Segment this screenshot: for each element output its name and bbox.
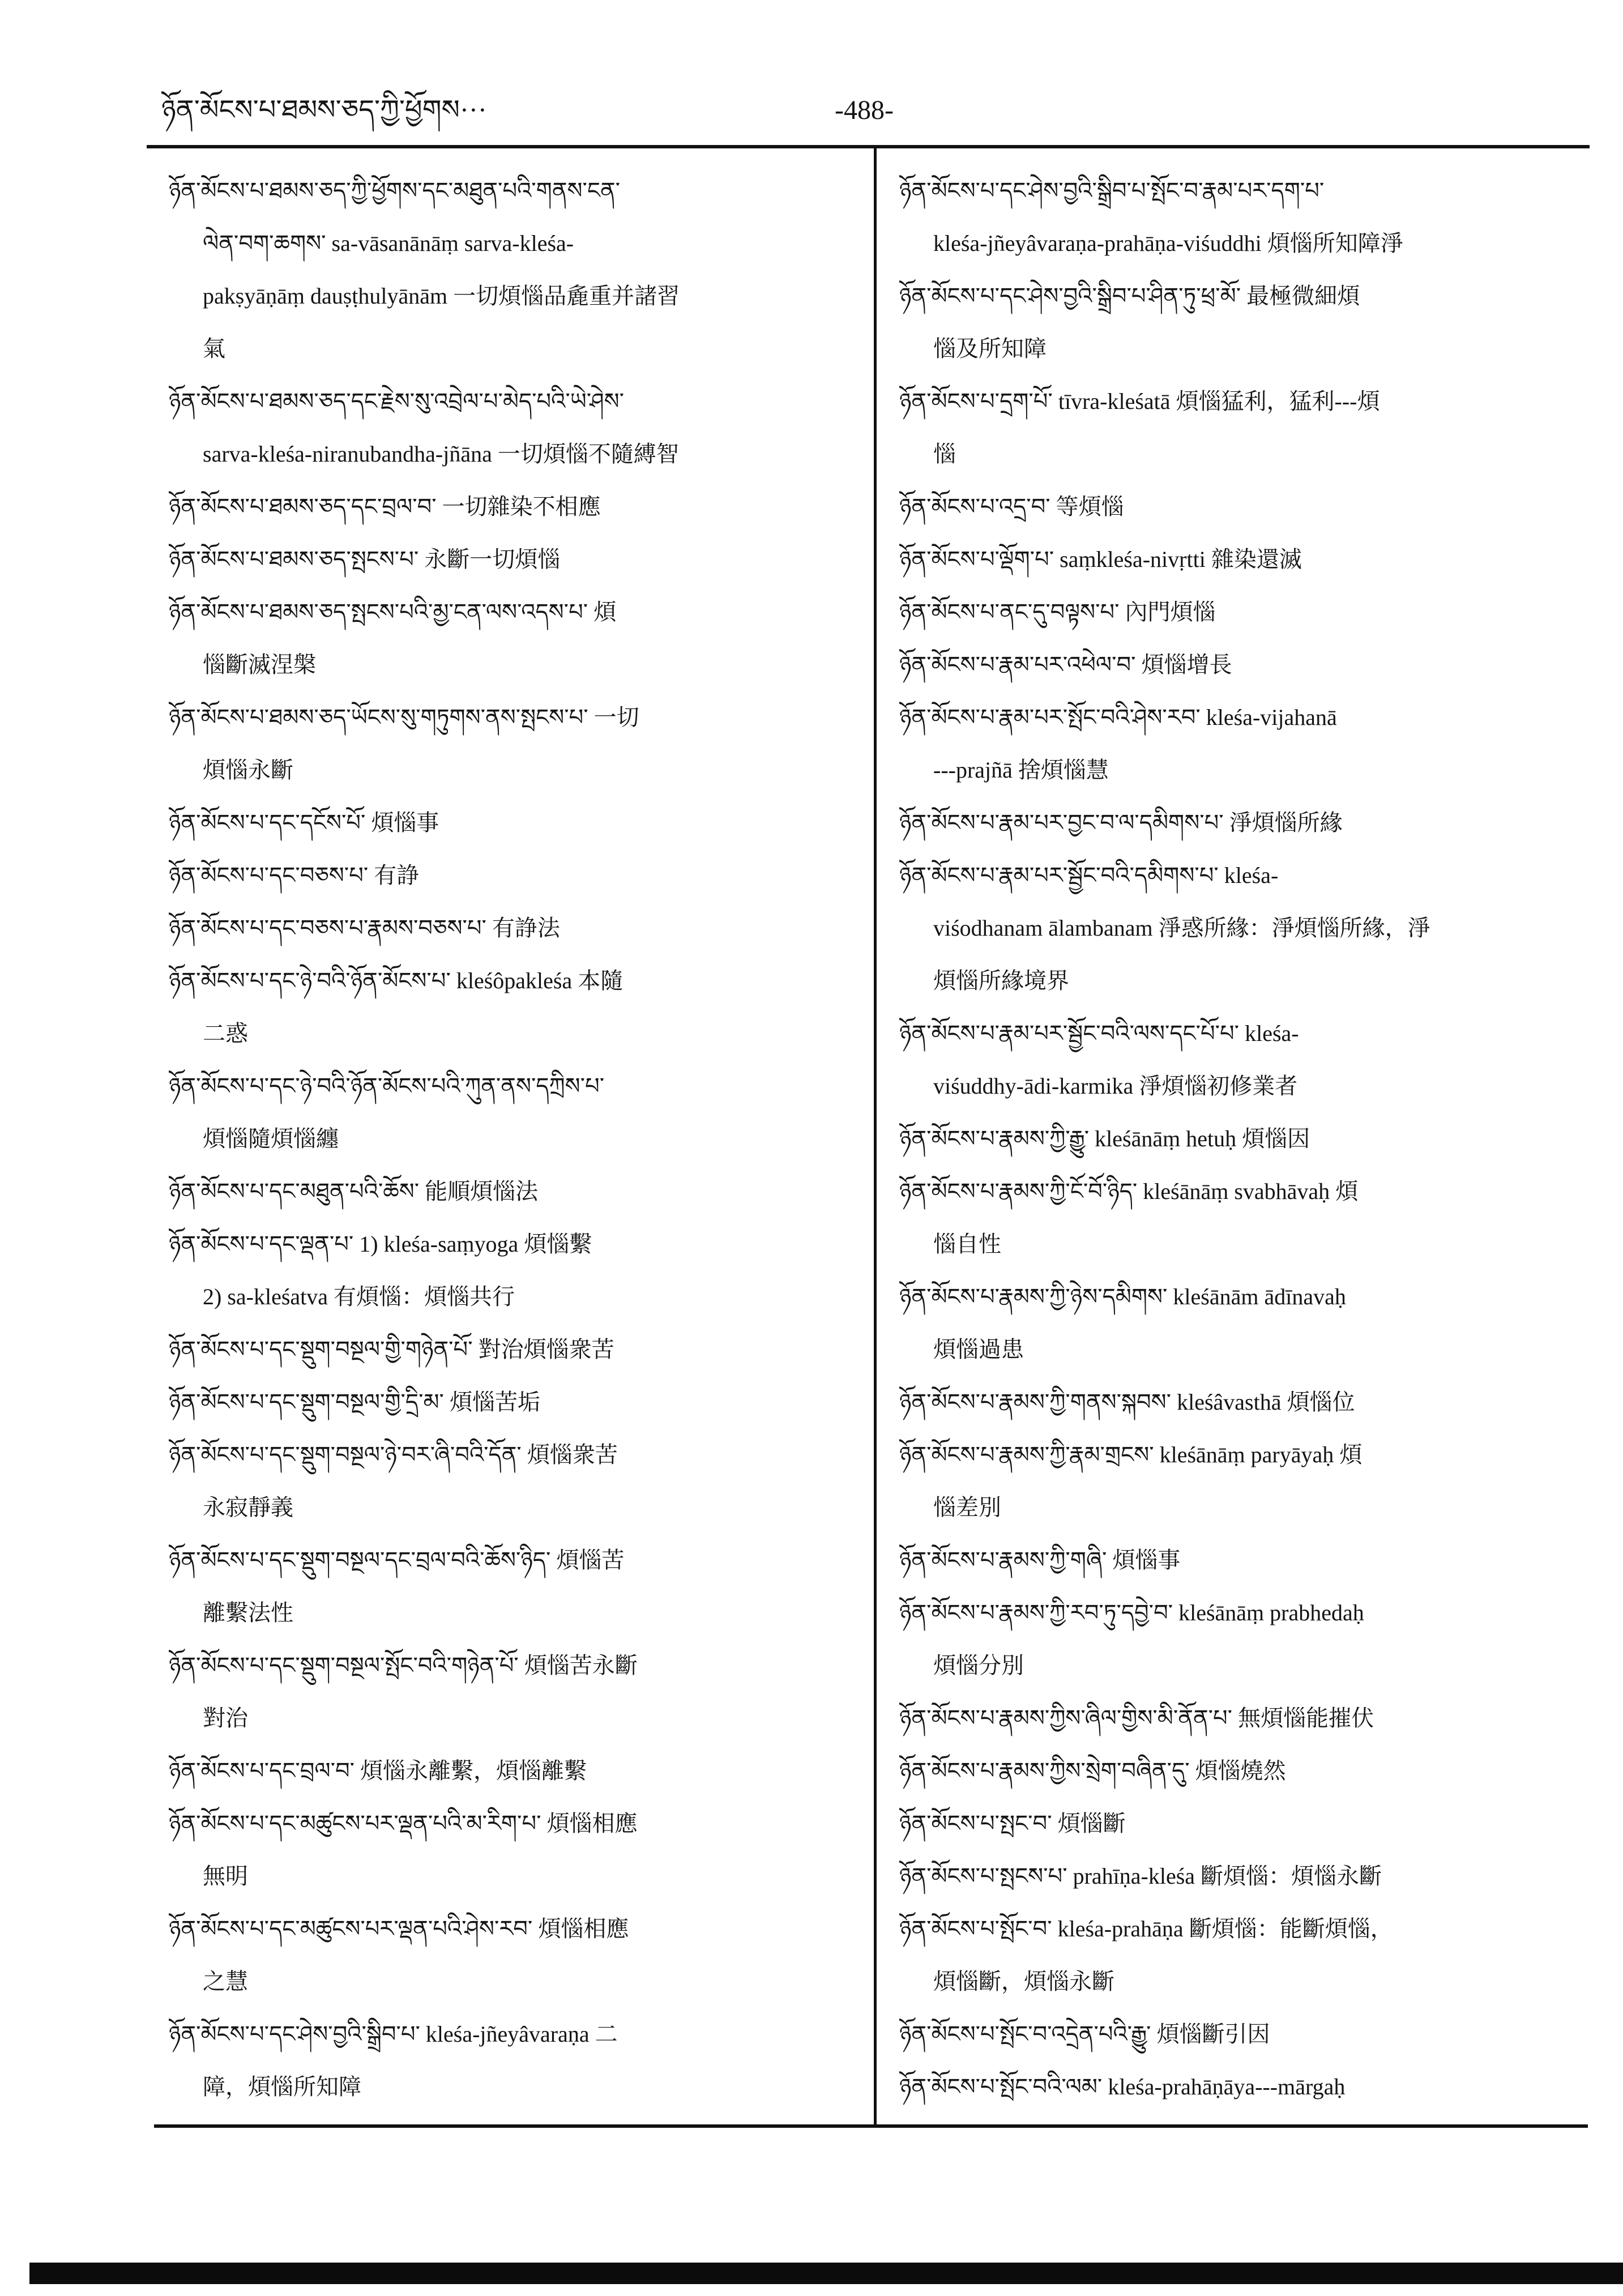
entry-headline: ཉོན་མོངས་པ་དང་སྡུག་བསྔལ་གྱི་དྲི་མ་ 煩惱苦垢 (169, 1389, 540, 1415)
entry-headline: ཉོན་མོངས་པ་དང་མཐུན་པའི་ཆོས་ 能順煩惱法 (169, 1179, 539, 1204)
dictionary-entry (169, 1534, 862, 1639)
right-column (899, 164, 1587, 2118)
dictionary-entry (169, 2008, 862, 2113)
footer-rule (154, 2124, 1588, 2128)
entry-headline: ཉོན་མོངས་པ་དང་ཤེས་བྱའི་སྒྲིབ་པ་སྤོང་བ་རྣམ་པར་དག་པ་ (899, 178, 1325, 203)
dictionary-entry (899, 1692, 1587, 1744)
entry-headline: ཉོན་མོངས་པ་དྲག་པོ་ tīvra-kleśatā 煩惱猛利，猛利---煩 (899, 389, 1380, 414)
entry-continuation: 惱 (933, 441, 956, 467)
dictionary-entry (169, 902, 862, 954)
entry-continuation: ---prajñā 捨煩惱慧 (933, 757, 1109, 783)
entry-headline: ཉོན་མོངས་པ་སྤོང་བ་འདྲེན་པའི་རྒྱུ་ 煩惱斷引因 (899, 2021, 1270, 2047)
entry-headline: ཉོན་མོངས་པ་སྤངས་པ་ prahīṇa-kleśa 斷煩惱：煩惱永斷 (899, 1863, 1382, 1889)
dictionary-entry (169, 691, 862, 796)
dictionary-entry (169, 533, 862, 586)
dictionary-entry (899, 796, 1587, 849)
entry-headline: ཉོན་མོངས་པ་དང་བཅས་པ་ 有諍 (169, 863, 420, 888)
dictionary-entry (169, 1797, 862, 1902)
dictionary-entry (899, 2060, 1587, 2113)
dictionary-entry (899, 1586, 1587, 1692)
entry-continuation: 惱及所知障 (933, 336, 1047, 361)
dictionary-entry (169, 375, 862, 480)
entry-continuation: 煩惱斷，煩惱永斷 (933, 1969, 1114, 1994)
dictionary-entry (899, 849, 1587, 1007)
entry-headline: ཉོན་མོངས་པ་ཐམས་ཅད་དང་རྗེས་སུ་འབྲེལ་པ་མེད་པའི་ཡེ་ཤེས་ (169, 389, 625, 414)
entry-continuation: 障，煩惱所知障 (203, 2074, 361, 2099)
entry-headline: ཉོན་མོངས་པ་རྣམ་པར་འཕེལ་བ་ 煩惱增長 (899, 652, 1232, 677)
entry-continuation: 煩惱隨煩惱纏 (203, 1126, 339, 1151)
entry-headline: ཉོན་མོངས་པ་ཐམས་ཅད་དང་བྲལ་བ་ 一切雜染不相應 (169, 494, 601, 519)
entry-headline: ཉོན་མོངས་པ་དང་དངོས་པོ་ 煩惱事 (169, 810, 439, 835)
entry-headline: ཉོན་མོངས་པ་རྣམས་ཀྱི་རབ་ཏུ་དབྱེ་བ་ kleśānāṃ prabhedaḥ (899, 1600, 1364, 1625)
entry-headline: ཉོན་མོངས་པ་དང་མཚུངས་པར་ལྡན་པའི་མ་རིག་པ་ 煩惱相應 (169, 1811, 638, 1836)
entry-continuation: pakṣyāṇāṃ dauṣṭhulyānām 一切煩惱品麁重并諸習 (203, 283, 680, 309)
dictionary-entry (899, 2008, 1587, 2060)
dictionary-entry (899, 586, 1587, 638)
entry-headline: ཉོན་མོངས་པ་ཐམས་ཅད་ཀྱི་ཕྱོགས་དང་མཐུན་པའི་གནས་ངན་ (169, 178, 621, 203)
dictionary-entry (899, 1270, 1587, 1376)
dictionary-entry (169, 1428, 862, 1534)
entry-continuation: viśodhanam ālambanam 淨惑所緣：淨煩惱所緣，淨 (933, 915, 1430, 941)
entry-headline: ཉོན་མོངས་པ་སྤང་བ་ 煩惱斷 (899, 1811, 1126, 1836)
entry-headline: ཉོན་མོངས་པ་དང་ཤེས་བྱའི་སྒྲིབ་པ་ kleśa-jñeyâvaraṇa 二 (169, 2021, 618, 2047)
dictionary-entry (169, 1323, 862, 1376)
page-number: -488- (835, 95, 894, 125)
dictionary-entry (899, 1902, 1587, 2008)
dictionary-entry (169, 796, 862, 849)
entry-headline: ཉོན་མོངས་པ་དང་སྡུག་བསྔལ་གྱི་གཉེན་པོ་ 對治煩惱衆苦 (169, 1337, 614, 1362)
entry-headline: ཉོན་མོངས་པ་དང་བྲལ་བ་ 煩惱永離繫，煩惱離繫 (169, 1758, 587, 1783)
entry-continuation: 對治 (203, 1705, 248, 1731)
entry-headline: ཉོན་མོངས་པ་སྤོང་བ་ kleśa-prahāṇa 斷煩惱：能斷煩惱， (899, 1916, 1393, 1941)
entry-headline: ཉོན་མོངས་པ་རྣམས་ཀྱིས་སྲེག་བཞིན་དུ་ 煩惱燒然 (899, 1758, 1286, 1783)
dictionary-entry (169, 164, 862, 375)
dictionary-entry (899, 1534, 1587, 1586)
dictionary-entry (169, 1060, 862, 1165)
entry-headline: ཉོན་མོངས་པ་དང་ཤེས་བྱའི་སྒྲིབ་པ་ཤིན་ཏུ་ཕྲ་མོ་ 最極微細煩 (899, 283, 1360, 309)
entry-continuation: 離繫法性 (203, 1600, 293, 1625)
dictionary-entry (899, 270, 1587, 375)
entry-headline: ཉོན་མོངས་པ་དང་ཉེ་བའི་ཉོན་མོངས་པའི་ཀུན་ནས་དཀྲིས་པ་ (169, 1073, 605, 1099)
dictionary-entry (899, 1376, 1587, 1428)
entry-headline: ཉོན་མོངས་པ་རྣམས་ཀྱིས་ཞིལ་གྱིས་མི་ནོན་པ་ 無煩惱能摧伏 (899, 1705, 1374, 1731)
dictionary-entry (169, 1165, 862, 1218)
dictionary-entry (899, 1797, 1587, 1850)
entry-continuation: 無明 (203, 1863, 248, 1889)
entry-headline: ཉོན་མོངས་པ་རྣམས་ཀྱི་རྒྱུ་ kleśānāṃ hetuḥ 煩惱因 (899, 1126, 1310, 1151)
dictionary-entry (169, 480, 862, 533)
dictionary-entry (899, 691, 1587, 796)
left-column (169, 164, 862, 2118)
entry-continuation: 二惑 (203, 1021, 248, 1046)
entry-headline: ཉོན་མོངས་པ་འདྲ་བ་ 等煩惱 (899, 494, 1124, 519)
dictionary-entry (169, 1218, 862, 1323)
dictionary-entry (899, 1850, 1587, 1902)
entry-headline: ཉོན་མོངས་པ་དང་ལྡན་པ་ 1) kleśa-saṃyoga 煩惱繫 (169, 1231, 592, 1257)
entry-headline: ཉོན་མོངས་པ་རྣམ་པར་སྦྱོང་བའི་དམིགས་པ་ kleśa- (899, 863, 1279, 888)
dictionary-entry (899, 164, 1587, 270)
entry-headline: ཉོན་མོངས་པ་རྣམས་ཀྱི་ཉེས་དམིགས་ kleśānām ādīnavaḥ (899, 1284, 1346, 1309)
dictionary-entry (169, 954, 862, 1060)
entry-headline: ཉོན་མོངས་པ་དང་སྡུག་བསྔལ་ཉེ་བར་ཞི་བའི་དོན་ 煩惱衆苦 (169, 1442, 618, 1467)
scan-edge-band (29, 2263, 1623, 2284)
entry-headline: ཉོན་མོངས་པ་ཐམས་ཅད་ཡོངས་སུ་གཏུགས་ནས་སྤངས་པ་ 一切 (169, 705, 639, 730)
entry-continuation: ལེན་བག་ཆགས་ sa-vāsanānāṃ sarva-kleśa- (203, 231, 574, 256)
dictionary-entry (899, 638, 1587, 691)
entry-continuation: 煩惱過患 (933, 1337, 1024, 1362)
entry-headline: ཉོན་མོངས་པ་ཐམས་ཅད་སྤངས་པ་ 永斷一切煩惱 (169, 547, 561, 572)
entry-headline: ཉོན་མོངས་པ་རྣམས་ཀྱི་གནས་སྐབས་ kleśâvasthā 煩惱位 (899, 1389, 1355, 1415)
header-rule (147, 145, 1590, 148)
entry-continuation: 煩惱永斷 (203, 757, 293, 783)
entry-headline: ཉོན་མོངས་པ་རྣམ་པར་བྱང་བ་ལ་དམིགས་པ་ 淨煩惱所緣 (899, 810, 1343, 835)
entry-continuation: kleśa-jñeyâvaraṇa-prahāṇa-viśuddhi 煩惱所知障淨 (933, 231, 1403, 256)
entry-continuation: viśuddhy-ādi-karmika 淨煩惱初修業者 (933, 1073, 1298, 1099)
dictionary-entry (899, 1007, 1587, 1112)
entry-headline: ཉོན་མོངས་པ་རྣམ་པར་སྤོང་བའི་ཤེས་རབ་ kleśa-vijahanā (899, 705, 1337, 730)
entry-headline: ཉོན་མོངས་པ་ཐམས་ཅད་སྤངས་པའི་མྱ་ངན་ལས་འདས་པ་ 煩 (169, 599, 617, 625)
entry-continuation: 氣 (203, 336, 225, 361)
column-divider (874, 148, 877, 2126)
dictionary-entry (899, 1112, 1587, 1165)
entry-headline: ཉོན་མོངས་པ་དང་ཉེ་བའི་ཉོན་མོངས་པ་ kleśôpakleśa 本隨 (169, 968, 623, 993)
entry-headline: ཉོན་མོངས་པ་དང་སྡུག་བསྔལ་སྤོང་བའི་གཉེན་པོ་ 煩惱苦永斷 (169, 1653, 638, 1678)
entry-headline: ཉོན་མོངས་པ་རྣམས་ཀྱི་རྣམ་གྲངས་ kleśānāṃ paryāyaḥ 煩 (899, 1442, 1363, 1467)
dictionary-entry (169, 1744, 862, 1797)
entry-headline: ཉོན་མོངས་པ་རྣམས་ཀྱི་ངོ་བོ་ཉིད་ kleśānāṃ svabhāvaḥ 煩 (899, 1179, 1359, 1204)
dictionary-entry (899, 480, 1587, 533)
dictionary-entry (169, 849, 862, 902)
dictionary-entry (169, 1376, 862, 1428)
entry-continuation: 煩惱分別 (933, 1653, 1024, 1678)
entry-headline: ཉོན་མོངས་པ་དང་མཚུངས་པར་ལྡན་པའི་ཤེས་རབ་ 煩惱相應 (169, 1916, 629, 1941)
entry-continuation: 惱斷滅涅槃 (203, 652, 316, 677)
entry-continuation: 惱差別 (933, 1495, 1001, 1520)
dictionary-entry (899, 1428, 1587, 1534)
dictionary-entry (899, 375, 1587, 480)
entry-continuation: 煩惱所緣境界 (933, 968, 1069, 993)
entry-continuation: 永寂靜義 (203, 1495, 293, 1520)
dictionary-entry (169, 586, 862, 691)
dictionary-entry (169, 1902, 862, 2008)
entry-continuation: 惱自性 (933, 1231, 1001, 1257)
entry-headline: ཉོན་མོངས་པ་དང་བཅས་པ་རྣམས་བཅས་པ་ 有諍法 (169, 915, 560, 941)
dictionary-entry (899, 1165, 1587, 1270)
entry-headline: ཉོན་མོངས་པ་ལྡོག་པ་ saṃkleśa-nivṛtti 雜染還滅 (899, 547, 1302, 572)
dictionary-entry (899, 533, 1587, 586)
entry-headline: ཉོན་མོངས་པ་ནང་དུ་བལྟས་པ་ 內門煩惱 (899, 599, 1216, 625)
entry-headline: ཉོན་མོངས་པ་དང་སྡུག་བསྔལ་དང་བྲལ་བའི་ཆོས་ཉིད་ 煩惱苦 (169, 1547, 625, 1573)
entry-continuation: 之慧 (203, 1969, 248, 1994)
entry-continuation: sarva-kleśa-niranubandha-jñāna 一切煩惱不隨縛智 (203, 441, 679, 467)
entry-continuation: 2) sa-kleśatva 有煩惱：煩惱共行 (203, 1284, 515, 1309)
entry-headline: ཉོན་མོངས་པ་རྣམས་ཀྱི་གཞི་ 煩惱事 (899, 1547, 1181, 1573)
dictionary-entry (169, 1639, 862, 1744)
dictionary-entry (899, 1744, 1587, 1797)
entry-headline: ཉོན་མོངས་པ་རྣམ་པར་སྦྱོང་བའི་ལས་དང་པོ་པ་ kleśa- (899, 1021, 1299, 1046)
running-head: ཉོན་མོངས་པ་ཐམས་ཅད་ཀྱི་ཕྱོགས··· (161, 95, 487, 125)
entry-headline: ཉོན་མོངས་པ་སྤོང་བའི་ལམ་ kleśa-prahāṇāya---mārgaḥ (899, 2074, 1346, 2099)
